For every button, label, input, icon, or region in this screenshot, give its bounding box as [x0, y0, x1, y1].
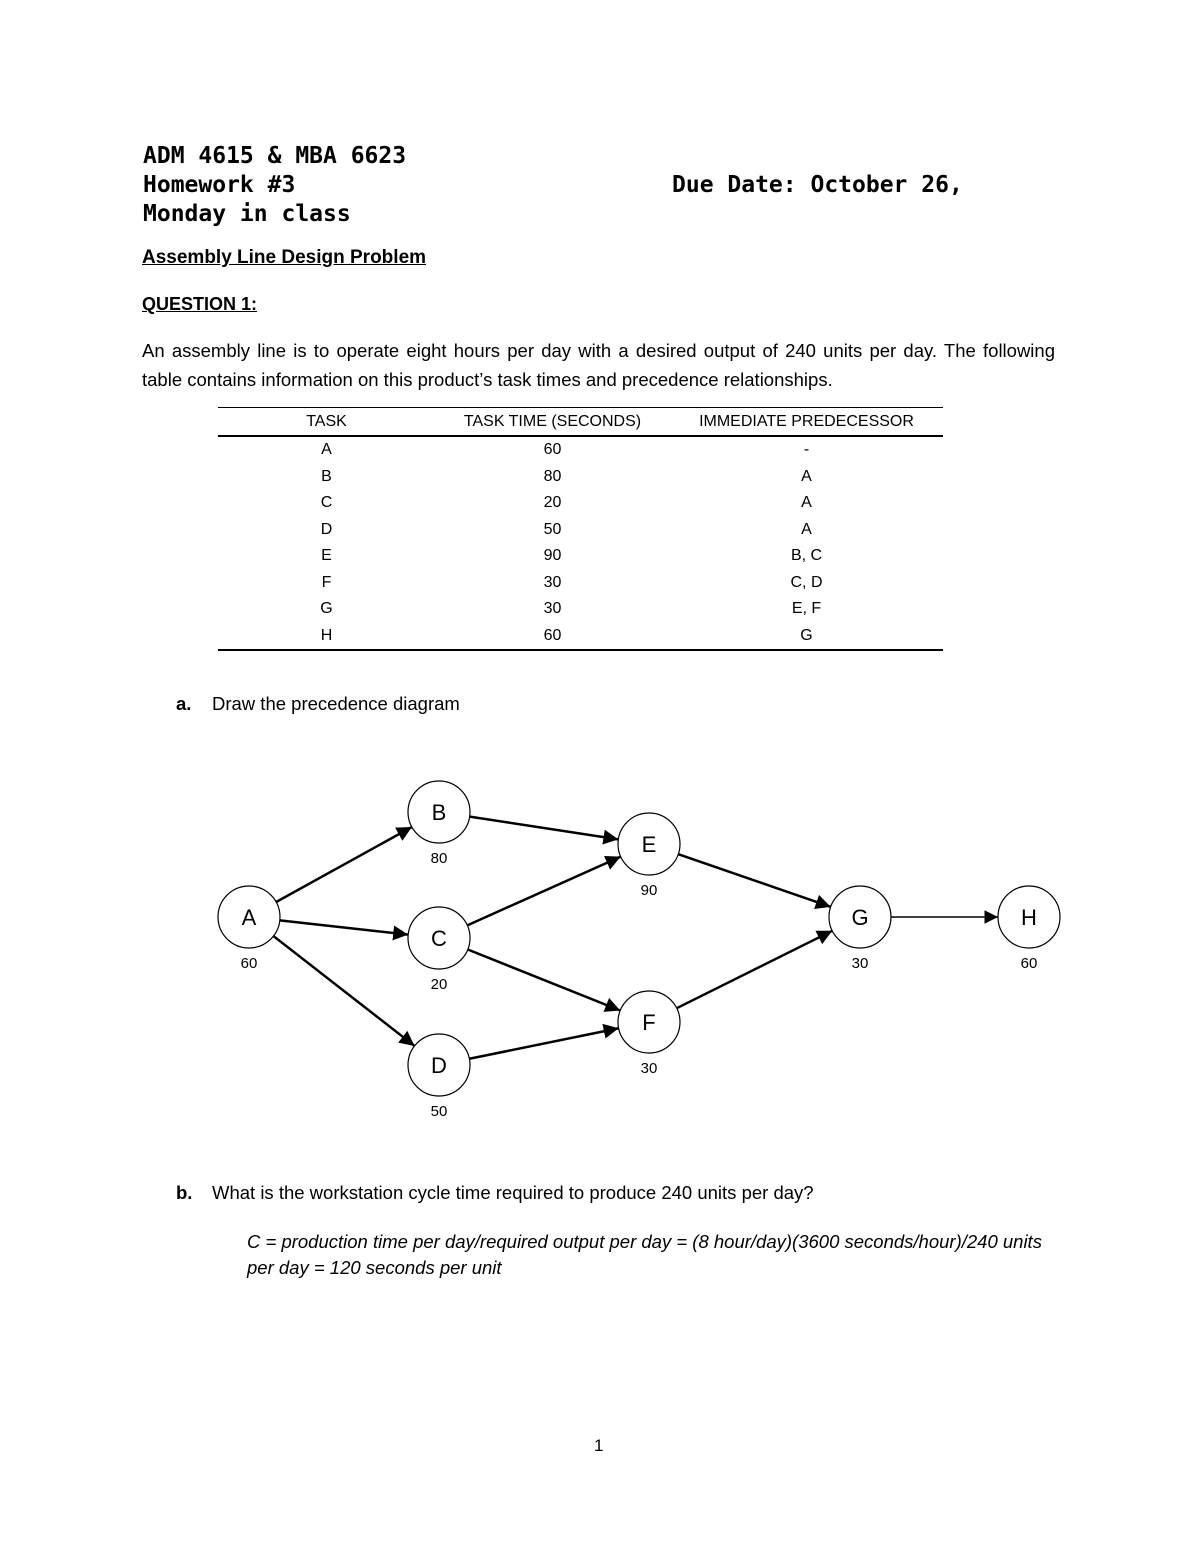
cell-task: B: [321, 467, 332, 485]
table-row: [218, 570, 943, 597]
cell-predecessor: B, C: [790, 547, 823, 565]
edge-d-f: [469, 1028, 618, 1059]
item-a-text: Draw the precedence diagram: [212, 693, 460, 714]
item-b: [176, 1182, 814, 1204]
cell-time: 50: [543, 520, 562, 538]
node-time-label: 60: [1020, 955, 1038, 972]
task-table: [218, 407, 943, 651]
cell-task: C: [320, 494, 333, 512]
cell-predecessor: C, D: [790, 573, 823, 591]
page-number: 1: [594, 1436, 604, 1455]
due-date: Due Date: October 26,: [672, 172, 963, 198]
cell-predecessor: G: [800, 626, 813, 644]
cell-time: 90: [543, 547, 562, 565]
edge-b-e: [470, 817, 619, 840]
cell-time: 60: [543, 626, 562, 644]
edge-e-g: [678, 854, 830, 907]
cell-predecessor: A: [801, 467, 812, 485]
edge-c-e: [467, 857, 620, 926]
table-row: [218, 490, 943, 517]
table-header-row: [218, 408, 943, 437]
node-f: [618, 991, 680, 1077]
cell-time: 80: [543, 467, 562, 485]
question-label: QUESTION 1:: [142, 294, 258, 314]
table-row: [218, 596, 943, 623]
header-task: TASK: [306, 412, 347, 430]
edge-c-f: [468, 950, 620, 1011]
header-predecessor: IMMEDIATE PREDECESSOR: [699, 412, 914, 430]
cell-predecessor: -: [803, 441, 810, 459]
cell-predecessor: E, F: [791, 600, 822, 618]
edge-f-g: [677, 931, 832, 1008]
homework-title: Homework #3: [143, 172, 296, 198]
cell-predecessor: A: [801, 494, 812, 512]
table-row: [218, 464, 943, 491]
node-e: [618, 813, 680, 899]
node-time-label: 60: [240, 955, 258, 972]
edge-a-b: [276, 827, 412, 902]
item-a-label: a.: [176, 693, 192, 714]
node-a: [218, 886, 280, 972]
table-row: [218, 543, 943, 570]
node-label: G: [851, 905, 869, 930]
node-label: H: [1021, 905, 1037, 930]
due-day: Monday in class: [143, 201, 351, 227]
node-time-label: 30: [640, 1060, 658, 1077]
node-h: [998, 886, 1060, 972]
cell-time: 30: [543, 600, 562, 618]
cell-task: A: [321, 441, 332, 459]
node-c: [408, 907, 470, 993]
node-label: A: [241, 905, 257, 930]
node-label: D: [431, 1053, 447, 1078]
cell-task: G: [320, 600, 333, 618]
table-row: [218, 623, 943, 651]
cell-task: H: [320, 626, 333, 644]
item-a: [176, 693, 460, 715]
section-title: Assembly Line Design Problem: [142, 247, 427, 268]
precedence-diagram: [0, 760, 1200, 1140]
node-label: B: [431, 800, 447, 825]
item-b-answer: C = production time per day/required output per day = (8 hour/day)(3600 seconds/hour)/240 units per day = 120 seconds per unit: [247, 1231, 1042, 1278]
item-b-label: b.: [176, 1182, 193, 1203]
node-time-label: 90: [640, 882, 658, 899]
cell-time: 30: [543, 573, 562, 591]
course-title: ADM 4615 & MBA 6623: [143, 143, 407, 169]
table-row: [218, 517, 943, 544]
edge-a-d: [273, 936, 414, 1046]
cell-task: F: [321, 573, 332, 591]
node-time-label: 50: [430, 1103, 448, 1120]
node-label: F: [642, 1010, 656, 1035]
cell-task: D: [320, 520, 333, 538]
item-b-text: What is the workstation cycle time required to produce 240 units per day?: [212, 1182, 814, 1203]
node-d: [408, 1034, 470, 1120]
cell-task: E: [321, 547, 332, 565]
node-b: [408, 781, 470, 867]
cell-time: 60: [543, 441, 562, 459]
header-task-time: TASK TIME (SECONDS): [463, 412, 642, 430]
node-time-label: 80: [430, 850, 448, 867]
edge-a-c: [280, 920, 408, 934]
node-label: C: [431, 926, 447, 951]
node-time-label: 30: [851, 955, 869, 972]
node-g: [829, 886, 891, 972]
cell-predecessor: A: [801, 520, 812, 538]
table-row: [218, 436, 943, 464]
node-time-label: 20: [430, 976, 448, 993]
cell-time: 20: [543, 494, 562, 512]
node-label: E: [641, 832, 657, 857]
intro-paragraph: An assembly line is to operate eight hours per day with a desired output of 240 units per day. The following table contains information on this product’s task times and precedence relationships.: [142, 340, 1055, 390]
